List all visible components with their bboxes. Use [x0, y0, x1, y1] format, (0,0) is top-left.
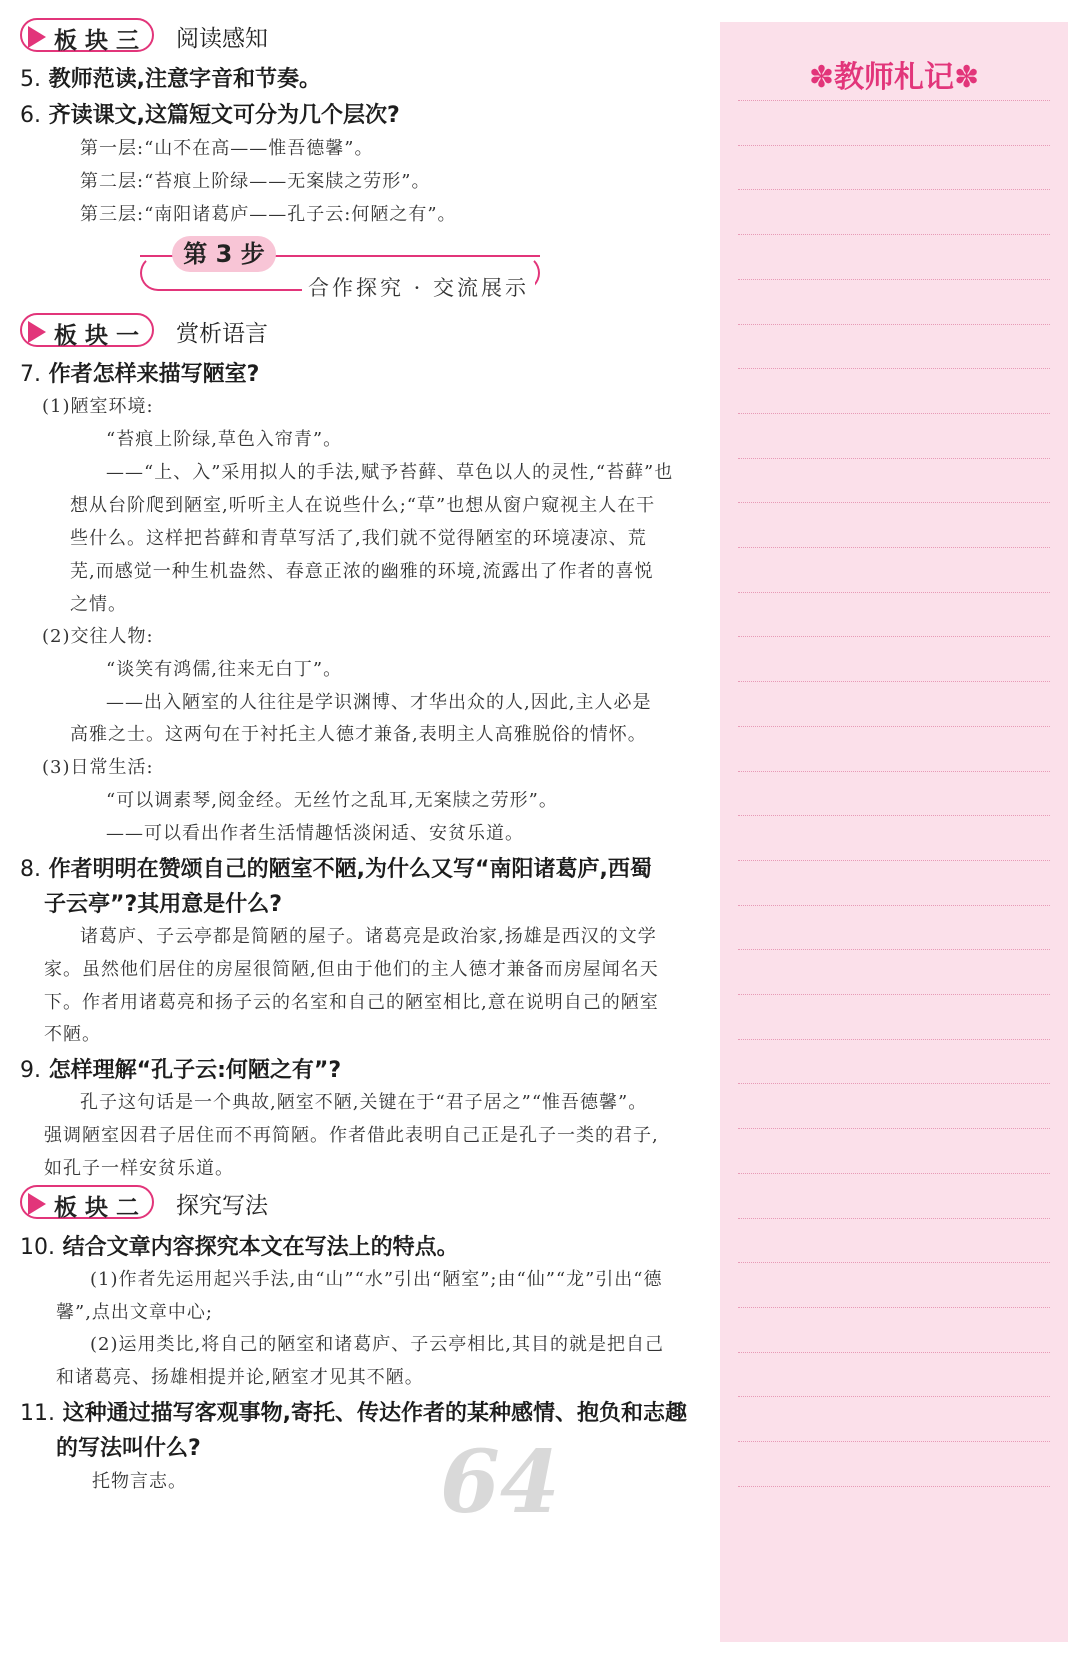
answer-line: 托物言志。 — [92, 1471, 187, 1492]
question-text-continued: 的写法叫什么? — [56, 1436, 201, 1461]
quote: “苔痕上阶绿,草色入帘青”。 — [106, 429, 343, 450]
answer-line: 如孔子一样安贫乐道。 — [44, 1158, 234, 1179]
answer-line: 家。虽然他们居住的房屋很简陋,但由于他们的主人德才兼备而房屋闻名天 — [44, 959, 659, 980]
answer-line: 诸葛庐、子云亭都是简陋的屋子。诸葛亮是政治家,扬雄是西汉的文学 — [80, 926, 657, 947]
answer-line: ——“上、入”采用拟人的手法,赋予苔藓、草色以人的灵性,“苔藓”也 — [106, 462, 674, 483]
step-label: 第 3 步 — [172, 236, 276, 272]
answer-line: 不陋。 — [44, 1024, 101, 1045]
teacher-notes-panel — [720, 22, 1068, 1642]
question-text: 作者明明在赞颂自己的陋室不陋,为什么又写“南阳诸葛庐,西蜀 — [48, 857, 652, 882]
answer-line: ——出入陋室的人往往是学识渊博、才华出众的人,因此,主人必是 — [106, 692, 652, 713]
note-line — [738, 547, 1050, 548]
quote: “可以调素琴,阅金经。无丝竹之乱耳,无案牍之劳形”。 — [106, 790, 558, 811]
section-badge — [20, 18, 154, 52]
note-line — [738, 324, 1050, 325]
section-badge-label: 板块三 — [54, 28, 147, 54]
answer-line: (1)作者先运用起兴手法,由“山”“水”引出“陋室”;由“仙”“龙”引出“德 — [90, 1269, 663, 1290]
answer-line: 下。作者用诸葛亮和扬子云的名室和自己的陋室相比,意在说明自己的陋室 — [44, 992, 659, 1013]
note-line — [738, 949, 1050, 950]
note-line — [738, 771, 1050, 772]
question-number: 11. — [20, 1401, 55, 1426]
question-number: 6. — [20, 103, 41, 128]
note-line — [738, 1173, 1050, 1174]
note-line — [738, 189, 1050, 190]
note-line — [738, 860, 1050, 861]
section-header-1 — [20, 313, 440, 349]
quote: “谈笑有鸿儒,往来无白丁”。 — [106, 659, 343, 680]
note-line — [738, 994, 1050, 995]
note-line — [738, 1486, 1050, 1487]
answer-line: 芜,而感觉一种生机盎然、春意正浓的幽雅的环境,流露出了作者的喜悦 — [70, 561, 654, 582]
play-triangle-icon — [28, 1193, 46, 1215]
question-5 — [20, 62, 321, 93]
note-line — [738, 1083, 1050, 1084]
notes-title: ✽教师札记✽ — [808, 60, 980, 95]
section-badge-label: 板块一 — [54, 323, 147, 349]
note-line — [738, 592, 1050, 593]
question-6 — [20, 98, 400, 129]
answer-line: 强调陋室因君子居住而不再简陋。作者借此表明自己正是孔子一类的君子, — [44, 1125, 659, 1146]
section-badge — [20, 1185, 154, 1219]
note-line — [738, 100, 1050, 101]
answer-line: 第一层:“山不在高——惟吾德馨”。 — [80, 138, 374, 159]
subheading: (1)陋室环境: — [42, 396, 154, 417]
note-line — [738, 815, 1050, 816]
note-line — [738, 636, 1050, 637]
answer-line: 孔子这句话是一个典故,陋室不陋,关键在于“君子居之”“惟吾德馨”。 — [80, 1092, 648, 1113]
question-number: 7. — [20, 362, 41, 387]
note-line — [738, 502, 1050, 503]
question-text-continued: 子云亭”?其用意是什么? — [44, 892, 282, 917]
note-line — [738, 1218, 1050, 1219]
section-header-3 — [20, 18, 440, 54]
step-subtitle: 合作探究 · 交流展示 — [302, 272, 535, 302]
question-number: 9. — [20, 1058, 41, 1083]
page-number: 64 — [440, 1432, 560, 1533]
answer-line: 些什么。这样把苔藓和青草写活了,我们就不觉得陋室的环境凄凉、荒 — [70, 528, 647, 549]
section-title: 探究写法 — [176, 1193, 268, 1219]
section-title: 赏析语言 — [176, 321, 268, 347]
subheading: (3)日常生活: — [42, 757, 154, 778]
question-text: 齐读课文,这篇短文可分为几个层次? — [48, 103, 400, 128]
note-line — [738, 681, 1050, 682]
question-text: 教师范读,注意字音和节奏。 — [48, 67, 322, 92]
question-number: 10. — [20, 1235, 55, 1260]
play-triangle-icon — [28, 321, 46, 343]
question-text: 作者怎样来描写陋室? — [48, 362, 260, 387]
answer-line: 和诸葛亮、扬雄相提并论,陋室才见其不陋。 — [56, 1367, 424, 1388]
section-title: 阅读感知 — [176, 26, 268, 52]
note-line — [738, 368, 1050, 369]
question-number: 5. — [20, 67, 41, 92]
note-line — [738, 413, 1050, 414]
note-line — [738, 1128, 1050, 1129]
note-line — [738, 1307, 1050, 1308]
section-badge-label: 板块二 — [54, 1195, 147, 1221]
note-line — [738, 145, 1050, 146]
note-line — [738, 234, 1050, 235]
answer-line: 高雅之士。这两句在于衬托主人德才兼备,表明主人高雅脱俗的情怀。 — [70, 724, 647, 745]
question-8 — [20, 852, 652, 883]
question-text: 结合文章内容探究本文在写法上的特点。 — [62, 1235, 459, 1260]
answer-line: 馨”,点出文章中心; — [56, 1302, 213, 1323]
note-line — [738, 726, 1050, 727]
question-text: 这种通过描写客观事物,寄托、传达作者的某种感情、抱负和志趣 — [62, 1401, 688, 1426]
answer-line: 之情。 — [70, 594, 127, 615]
section-badge — [20, 313, 154, 347]
answer-line: ——可以看出作者生活情趣恬淡闲适、安贫乐道。 — [106, 823, 524, 844]
answer-line: 第三层:“南阳诸葛庐——孔子云:何陋之有”。 — [80, 204, 457, 225]
note-line — [738, 1441, 1050, 1442]
question-text: 怎样理解“孔子云:何陋之有”? — [48, 1058, 342, 1083]
play-triangle-icon — [28, 26, 46, 48]
question-11 — [20, 1396, 687, 1427]
answer-line: (2)运用类比,将自己的陋室和诸葛庐、子云亭相比,其目的就是把自己 — [90, 1334, 664, 1355]
note-line — [738, 1396, 1050, 1397]
note-line — [738, 279, 1050, 280]
answer-line: 想从台阶爬到陋室,听听主人在说些什么;“草”也想从窗户窥视主人在干 — [70, 495, 656, 516]
question-7 — [20, 357, 259, 388]
note-line — [738, 905, 1050, 906]
note-line — [738, 458, 1050, 459]
section-header-2 — [20, 1185, 440, 1221]
subheading: (2)交往人物: — [42, 626, 154, 647]
note-line — [738, 1262, 1050, 1263]
note-line — [738, 1039, 1050, 1040]
question-number: 8. — [20, 857, 41, 882]
answer-line: 第二层:“苔痕上阶绿——无案牍之劳形”。 — [80, 171, 431, 192]
question-10 — [20, 1230, 459, 1261]
question-9 — [20, 1053, 341, 1084]
note-line — [738, 1352, 1050, 1353]
